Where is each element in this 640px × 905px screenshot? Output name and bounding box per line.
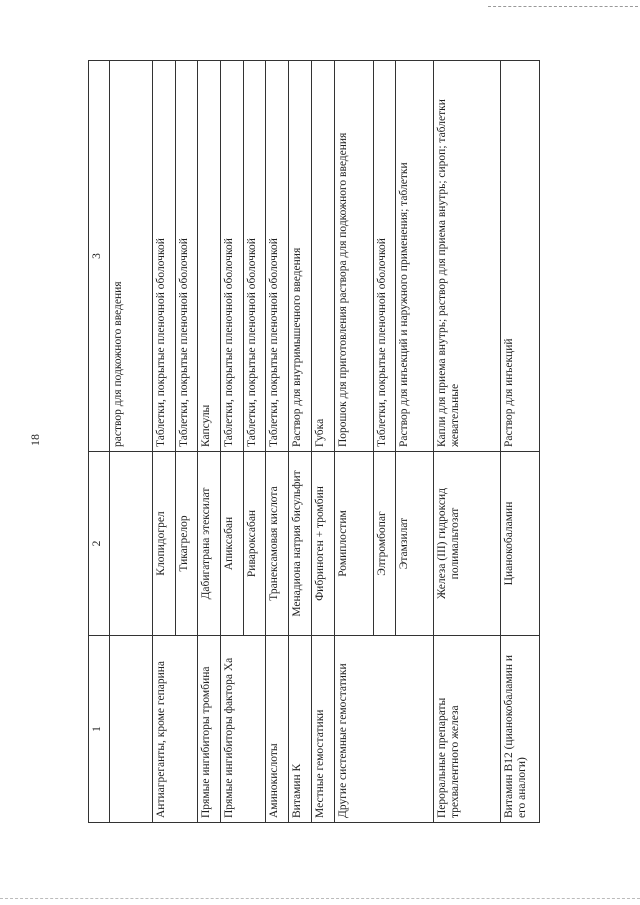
table-row bbox=[153, 61, 176, 823]
table-row bbox=[266, 61, 289, 823]
group-label bbox=[395, 636, 434, 823]
table-row bbox=[434, 61, 501, 823]
header-col-1: 1 bbox=[89, 636, 110, 823]
group-label bbox=[373, 636, 395, 823]
continued-row bbox=[110, 61, 153, 823]
group-label: Прямые ингибиторы фактора Ха bbox=[221, 636, 244, 823]
scan-edge-bottom bbox=[0, 898, 640, 899]
dosage-form: Капли для приема внутрь; раствор для приема внутрь; сироп; таблетки жевательные bbox=[434, 61, 501, 452]
medication-table bbox=[88, 60, 540, 823]
drug-name: Дабигатрана этексилат bbox=[198, 452, 221, 636]
dosage-form: Таблетки, покрытые пленочной оболочкой bbox=[243, 61, 266, 452]
dosage-form: Капсулы bbox=[198, 61, 221, 452]
table-row bbox=[221, 61, 244, 823]
dosage-form: Губка bbox=[312, 61, 335, 452]
drug-name: Цианокобаламин bbox=[501, 452, 540, 636]
dosage-form: Раствор для инъекций bbox=[501, 61, 540, 452]
header-row bbox=[89, 61, 110, 823]
drug-name: Менадиона натрия бисульфит bbox=[289, 452, 312, 636]
dosage-form: Таблетки, покрытые пленочной оболочкой bbox=[153, 61, 176, 452]
group-label: Местные гемостатики bbox=[312, 636, 335, 823]
group-label bbox=[243, 636, 266, 823]
drug-name: Фибриноген + тромбин bbox=[312, 452, 335, 636]
header-col-2: 2 bbox=[89, 452, 110, 636]
group-label: Пероральные препараты трехвалентного железа bbox=[434, 636, 501, 823]
table-row bbox=[395, 61, 434, 823]
group-label: Антиагреганты, кроме гепарина bbox=[153, 636, 176, 823]
group-label: Другие системные гемостатики bbox=[335, 636, 374, 823]
drug-name: Ривароксабан bbox=[243, 452, 266, 636]
group-label bbox=[175, 636, 198, 823]
table-row bbox=[501, 61, 540, 823]
page-number: 18 bbox=[28, 434, 42, 446]
rotated-page bbox=[88, 61, 578, 823]
group-label: Аминокислоты bbox=[266, 636, 289, 823]
dosage-form: Раствор для внутримышечного введения bbox=[289, 61, 312, 452]
dosage-form: Таблетки, покрытые пленочной оболочкой bbox=[266, 61, 289, 452]
drug-name: Клопидогрел bbox=[153, 452, 176, 636]
dosage-form: Таблетки, покрытые пленочной оболочкой bbox=[373, 61, 395, 452]
drug-name: Транексамовая кислота bbox=[266, 452, 289, 636]
dosage-form: Таблетки, покрытые пленочной оболочкой bbox=[221, 61, 244, 452]
dosage-form: Порошок для приготовления раствора для подкожного введения bbox=[335, 61, 374, 452]
continued-form: раствор для подкожного введения bbox=[110, 61, 153, 452]
drug-name: Элтромбопаг bbox=[373, 452, 395, 636]
table-row bbox=[335, 61, 374, 823]
group-label: Витамин В12 (цианокобаламин и его аналоги) bbox=[501, 636, 540, 823]
group-label: Прямые ингибиторы тромбина bbox=[198, 636, 221, 823]
drug-name: Ромиплостим bbox=[335, 452, 374, 636]
dosage-form: Таблетки, покрытые пленочной оболочкой bbox=[175, 61, 198, 452]
table-row bbox=[198, 61, 221, 823]
drug-name: Этамзилат bbox=[395, 452, 434, 636]
drug-name: Железа (III) гидроксид полимальтозат bbox=[434, 452, 501, 636]
table-row bbox=[312, 61, 335, 823]
header-col-3: 3 bbox=[89, 61, 110, 452]
drug-name: Тикагрелор bbox=[175, 452, 198, 636]
group-label: Витамин К bbox=[289, 636, 312, 823]
table-row bbox=[243, 61, 266, 823]
table-row bbox=[175, 61, 198, 823]
table-row bbox=[373, 61, 395, 823]
drug-name: Апиксабан bbox=[221, 452, 244, 636]
dosage-form: Раствор для инъекций и наружного применения; таблетки bbox=[395, 61, 434, 452]
table-row bbox=[289, 61, 312, 823]
scan-edge-top bbox=[488, 6, 638, 7]
